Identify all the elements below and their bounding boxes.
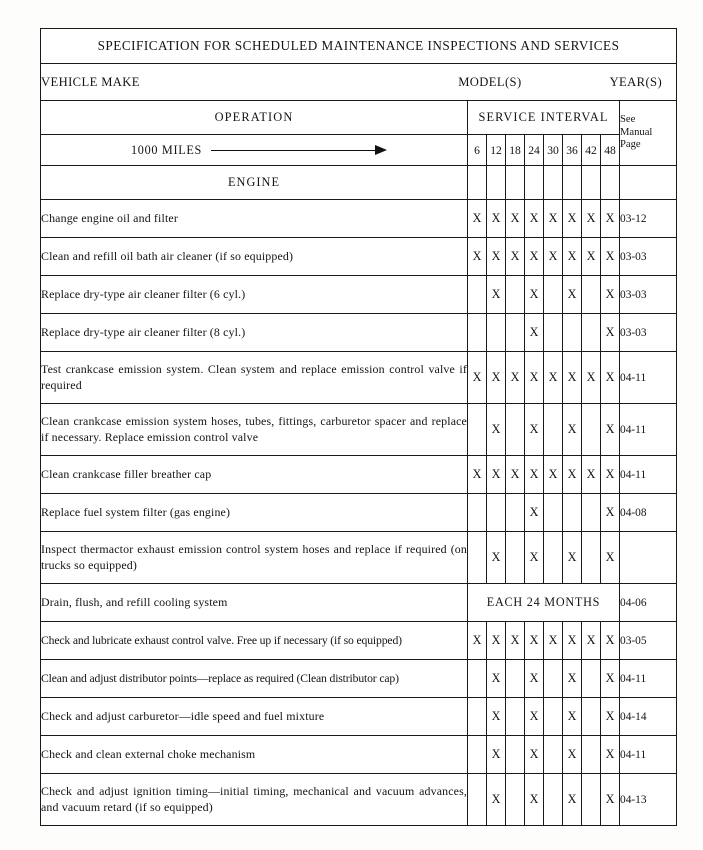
manual-page-reference: 04-13 — [620, 774, 677, 826]
manual-page-reference: 04-11 — [620, 456, 677, 494]
interval-mark-30: X — [544, 238, 563, 276]
manual-page-reference: 04-08 — [620, 494, 677, 532]
interval-mark-12: X — [487, 774, 506, 826]
interval-mark-6 — [468, 774, 487, 826]
interval-mark-12: X — [487, 698, 506, 736]
interval-mark-42 — [582, 276, 601, 314]
vehicle-make-label: VEHICLE MAKE — [41, 74, 140, 89]
manual-page-reference: 04-06 — [620, 584, 677, 622]
operation-description: Test crankcase emission system. Clean system and replace emission control valve if required — [41, 352, 468, 404]
interval-mark-18 — [506, 532, 525, 584]
manual-page-reference: 04-11 — [620, 660, 677, 698]
section-header-row — [41, 166, 677, 200]
section-blank-42 — [582, 166, 601, 200]
interval-mark-12: X — [487, 456, 506, 494]
interval-mark-24: X — [525, 660, 544, 698]
miles-label: 1000 MILES — [131, 142, 202, 157]
years-label: YEAR(S) — [609, 74, 663, 89]
interval-mark-36: X — [563, 238, 582, 276]
interval-mark-18: X — [506, 352, 525, 404]
operation-description: Change engine oil and filter — [41, 200, 468, 238]
interval-mark-30: X — [544, 352, 563, 404]
interval-mark-36: X — [563, 622, 582, 660]
operation-header: OPERATION — [41, 101, 468, 135]
manual-page-reference: 03-05 — [620, 622, 677, 660]
interval-mark-18 — [506, 736, 525, 774]
table-row — [41, 774, 677, 826]
interval-mark-48: X — [601, 352, 620, 404]
table-row — [41, 352, 677, 404]
interval-mark-42 — [582, 314, 601, 352]
interval-mark-12: X — [487, 532, 506, 584]
operation-description: Replace dry-type air cleaner filter (8 cyl.) — [41, 314, 468, 352]
interval-mark-18: X — [506, 456, 525, 494]
interval-mark-42: X — [582, 352, 601, 404]
interval-mark-6: X — [468, 200, 487, 238]
interval-mark-30 — [544, 660, 563, 698]
interval-mark-42: X — [582, 200, 601, 238]
interval-mark-42 — [582, 532, 601, 584]
interval-mark-6 — [468, 698, 487, 736]
interval-mark-36: X — [563, 698, 582, 736]
interval-mark-24: X — [525, 314, 544, 352]
interval-mark-18: X — [506, 200, 525, 238]
section-title-engine: ENGINE — [41, 166, 468, 200]
interval-mark-42 — [582, 494, 601, 532]
table-row — [41, 314, 677, 352]
interval-mark-12: X — [487, 238, 506, 276]
manual-page-reference: 04-14 — [620, 698, 677, 736]
interval-mark-6: X — [468, 238, 487, 276]
interval-mark-30 — [544, 532, 563, 584]
manual-page-reference: 03-03 — [620, 314, 677, 352]
table-row — [41, 698, 677, 736]
column-header-row — [41, 101, 677, 135]
manual-page-reference: 03-03 — [620, 276, 677, 314]
interval-mark-36: X — [563, 352, 582, 404]
interval-mark-42 — [582, 736, 601, 774]
table-row — [41, 456, 677, 494]
interval-mark-18 — [506, 660, 525, 698]
interval-mark-18 — [506, 494, 525, 532]
interval-mark-48: X — [601, 698, 620, 736]
interval-scale-row — [41, 135, 677, 166]
table-row — [41, 494, 677, 532]
interval-mark-24: X — [525, 200, 544, 238]
interval-header-30: 30 — [544, 135, 563, 166]
interval-mark-18 — [506, 314, 525, 352]
interval-mark-48: X — [601, 622, 620, 660]
vehicle-identification-row — [41, 64, 677, 101]
interval-mark-18 — [506, 404, 525, 456]
see-manual-page-header — [620, 101, 677, 166]
interval-mark-12: X — [487, 622, 506, 660]
interval-mark-6 — [468, 736, 487, 774]
interval-mark-36 — [563, 494, 582, 532]
interval-mark-24: X — [525, 352, 544, 404]
interval-mark-42: X — [582, 238, 601, 276]
title-row — [41, 29, 677, 64]
interval-mark-30 — [544, 314, 563, 352]
interval-mark-48: X — [601, 276, 620, 314]
section-blank-page — [620, 166, 677, 200]
interval-mark-12 — [487, 314, 506, 352]
interval-mark-48: X — [601, 200, 620, 238]
interval-mark-36: X — [563, 532, 582, 584]
interval-mark-18: X — [506, 238, 525, 276]
interval-mark-6 — [468, 276, 487, 314]
interval-mark-24: X — [525, 494, 544, 532]
interval-mark-36: X — [563, 200, 582, 238]
table-row — [41, 622, 677, 660]
section-blank-24 — [525, 166, 544, 200]
interval-mark-18 — [506, 276, 525, 314]
operation-description: Inspect thermactor exhaust emission control system hoses and replace if required (on trucks so equipped) — [41, 532, 468, 584]
interval-mark-24: X — [525, 238, 544, 276]
interval-mark-24: X — [525, 774, 544, 826]
maintenance-schedule-table — [40, 28, 677, 826]
interval-mark-6 — [468, 532, 487, 584]
manual-page-reference: 04-11 — [620, 352, 677, 404]
table-row — [41, 276, 677, 314]
interval-mark-30: X — [544, 200, 563, 238]
table-row — [41, 660, 677, 698]
interval-header-6: 6 — [468, 135, 487, 166]
interval-mark-36: X — [563, 774, 582, 826]
manual-page-reference — [620, 532, 677, 584]
manual-page-reference: 03-12 — [620, 200, 677, 238]
interval-mark-6: X — [468, 456, 487, 494]
right-arrow-icon — [211, 145, 387, 155]
interval-mark-30 — [544, 736, 563, 774]
interval-mark-12: X — [487, 352, 506, 404]
interval-mark-42 — [582, 774, 601, 826]
interval-mark-30: X — [544, 456, 563, 494]
interval-mark-48: X — [601, 456, 620, 494]
interval-mark-18: X — [506, 622, 525, 660]
interval-mark-42 — [582, 660, 601, 698]
interval-mark-24: X — [525, 532, 544, 584]
operation-description: Clean crankcase filler breather cap — [41, 456, 468, 494]
interval-mark-36 — [563, 314, 582, 352]
interval-header-36: 36 — [563, 135, 582, 166]
interval-mark-24: X — [525, 622, 544, 660]
interval-mark-42: X — [582, 622, 601, 660]
interval-mark-12: X — [487, 404, 506, 456]
interval-mark-36: X — [563, 404, 582, 456]
interval-mark-48: X — [601, 774, 620, 826]
interval-mark-12: X — [487, 200, 506, 238]
interval-header-42: 42 — [582, 135, 601, 166]
interval-mark-6 — [468, 660, 487, 698]
interval-mark-48: X — [601, 314, 620, 352]
table-row — [41, 532, 677, 584]
operation-description: Clean crankcase emission system hoses, tubes, fittings, carburetor spacer and replace if necessary. Replace emission control valve — [41, 404, 468, 456]
table-row — [41, 200, 677, 238]
document-title: SPECIFICATION FOR SCHEDULED MAINTENANCE INSPECTIONS AND SERVICES — [41, 29, 677, 64]
manual-page-reference: 03-03 — [620, 238, 677, 276]
section-blank-36 — [563, 166, 582, 200]
operation-description: Check and lubricate exhaust control valve. Free up if necessary (if so equipped) — [41, 622, 468, 660]
interval-header-48: 48 — [601, 135, 620, 166]
interval-mark-42 — [582, 404, 601, 456]
interval-mark-24: X — [525, 456, 544, 494]
see-manual-line-2: Manual — [620, 126, 653, 138]
interval-header-12: 12 — [487, 135, 506, 166]
table-row — [41, 238, 677, 276]
interval-mark-18 — [506, 774, 525, 826]
interval-mark-12: X — [487, 276, 506, 314]
interval-mark-24: X — [525, 698, 544, 736]
interval-mark-36: X — [563, 276, 582, 314]
interval-mark-6 — [468, 314, 487, 352]
interval-mark-30 — [544, 494, 563, 532]
section-blank-18 — [506, 166, 525, 200]
interval-mark-12 — [487, 494, 506, 532]
interval-mark-36: X — [563, 660, 582, 698]
interval-header-18: 18 — [506, 135, 525, 166]
interval-mark-12: X — [487, 736, 506, 774]
interval-mark-30 — [544, 774, 563, 826]
interval-mark-6 — [468, 404, 487, 456]
interval-mark-24: X — [525, 404, 544, 456]
operation-description: Replace fuel system filter (gas engine) — [41, 494, 468, 532]
section-blank-30 — [544, 166, 563, 200]
interval-mark-36: X — [563, 736, 582, 774]
operation-description: Check and adjust ignition timing—initial timing, mechanical and vacuum advances, and vacuum retard (if so equipped) — [41, 774, 468, 826]
manual-page-reference: 04-11 — [620, 404, 677, 456]
interval-mark-24: X — [525, 276, 544, 314]
models-label: MODEL(S) — [458, 74, 522, 89]
interval-mark-48: X — [601, 736, 620, 774]
see-manual-line-3: Page — [620, 139, 641, 151]
interval-mark-6: X — [468, 622, 487, 660]
interval-mark-30: X — [544, 622, 563, 660]
interval-mark-24: X — [525, 736, 544, 774]
interval-mark-42: X — [582, 456, 601, 494]
operation-description: Replace dry-type air cleaner filter (6 cyl.) — [41, 276, 468, 314]
operation-description: Check and clean external choke mechanism — [41, 736, 468, 774]
operation-description: Clean and adjust distributor points—replace as required (Clean distributor cap) — [41, 660, 468, 698]
section-blank-6 — [468, 166, 487, 200]
interval-mark-12: X — [487, 660, 506, 698]
interval-header-24: 24 — [525, 135, 544, 166]
interval-mark-48: X — [601, 660, 620, 698]
operation-description: Drain, flush, and refill cooling system — [41, 584, 468, 622]
table-row — [41, 404, 677, 456]
interval-mark-30 — [544, 698, 563, 736]
table-row — [41, 584, 677, 622]
interval-mark-48: X — [601, 404, 620, 456]
interval-mark-30 — [544, 276, 563, 314]
see-manual-line-1: See — [620, 114, 636, 126]
interval-mark-6: X — [468, 352, 487, 404]
miles-scale-cell — [41, 135, 468, 166]
interval-mark-36: X — [563, 456, 582, 494]
interval-mark-30 — [544, 404, 563, 456]
operation-description: Check and adjust carburetor—idle speed and fuel mixture — [41, 698, 468, 736]
service-interval-header: SERVICE INTERVAL — [468, 101, 620, 135]
interval-mark-6 — [468, 494, 487, 532]
operation-description: Clean and refill oil bath air cleaner (if so equipped) — [41, 238, 468, 276]
vehicle-identification-cell — [41, 64, 677, 101]
interval-mark-48: X — [601, 532, 620, 584]
interval-mark-18 — [506, 698, 525, 736]
section-blank-12 — [487, 166, 506, 200]
manual-page-reference: 04-11 — [620, 736, 677, 774]
interval-mark-48: X — [601, 494, 620, 532]
table-row — [41, 736, 677, 774]
interval-note: EACH 24 MONTHS — [468, 584, 620, 622]
section-blank-48 — [601, 166, 620, 200]
interval-mark-42 — [582, 698, 601, 736]
interval-mark-48: X — [601, 238, 620, 276]
